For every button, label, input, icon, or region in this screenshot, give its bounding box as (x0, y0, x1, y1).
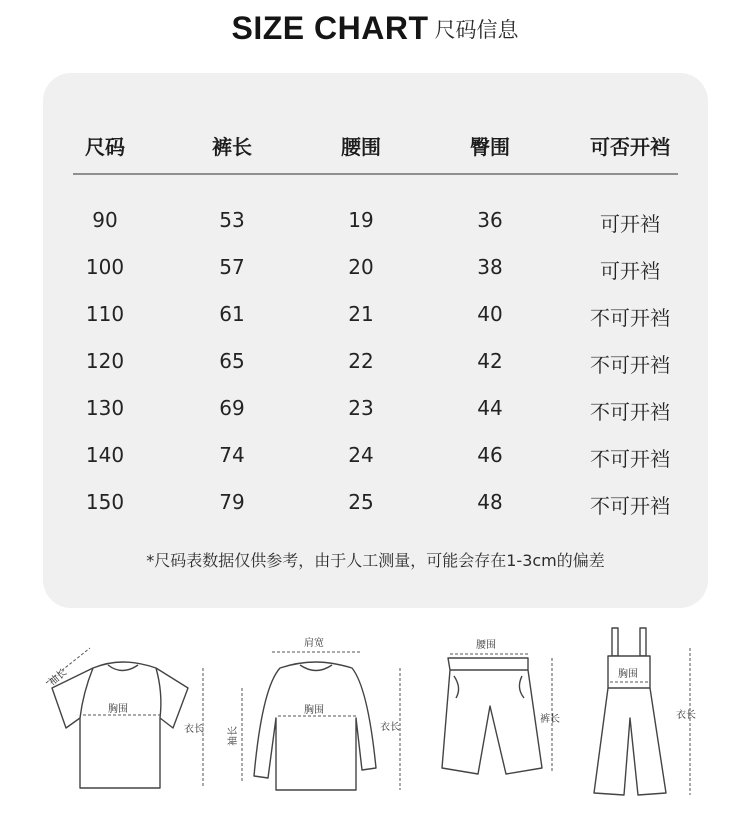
overalls-chest-label: 胸围 (618, 669, 638, 680)
shorts-diagram (432, 618, 572, 808)
measurement-note: *尺码表数据仅供参考，由于人工测量，可能会存在1-3cm的偏差 (146, 551, 605, 570)
column-header: 臀围 (470, 135, 510, 159)
measure-cell: 19 (348, 208, 374, 232)
measure-cell: 74 (219, 443, 245, 467)
tshirt-sleeve-label: 袖长 (46, 667, 70, 689)
crotch-cell: 不可开裆 (590, 353, 670, 377)
measure-cell: 69 (219, 396, 245, 420)
measure-cell: 61 (219, 302, 245, 326)
measure-cell: 20 (348, 255, 374, 279)
measure-cell: 22 (348, 349, 374, 373)
crotch-cell: 不可开裆 (590, 306, 670, 330)
measure-cell: 46 (477, 443, 503, 467)
longsleeve-shoulder-label: 肩宽 (304, 638, 324, 649)
longsleeve-chest-label: 胸围 (304, 705, 324, 716)
crotch-cell: 不可开裆 (590, 400, 670, 424)
longsleeve-sleeve-label: 袖长 (228, 726, 239, 746)
crotch-cell: 不可开裆 (590, 494, 670, 518)
measure-cell: 21 (348, 302, 374, 326)
longsleeve-diagram (228, 618, 418, 808)
measure-cell: 36 (477, 208, 503, 232)
size-table-panel (43, 73, 708, 608)
size-cell: 140 (85, 443, 125, 467)
measure-cell: 40 (477, 302, 503, 326)
shorts-waist-label: 腰围 (476, 640, 496, 651)
measure-cell: 42 (477, 349, 503, 373)
longsleeve-length-label: 衣长 (380, 722, 400, 733)
column-header: 尺码 (85, 135, 125, 159)
measure-cell: 25 (348, 490, 374, 514)
title-sub: 尺码信息 (434, 17, 519, 42)
measure-cell: 57 (219, 255, 245, 279)
crotch-cell: 可开裆 (600, 259, 660, 283)
measure-cell: 44 (477, 396, 503, 420)
size-cell: 110 (85, 302, 125, 326)
measure-cell: 38 (477, 255, 503, 279)
crotch-cell: 可开裆 (600, 212, 660, 236)
measure-cell: 53 (219, 208, 245, 232)
size-cell: 130 (85, 396, 125, 420)
crotch-cell: 不可开裆 (590, 447, 670, 471)
header-divider (73, 173, 678, 175)
tshirt-length-label: 衣长 (184, 724, 204, 735)
measure-cell: 24 (348, 443, 374, 467)
size-cell: 150 (85, 490, 125, 514)
title-main: SIZE CHART (231, 10, 429, 46)
measure-cell: 23 (348, 396, 374, 420)
overalls-diagram (582, 618, 722, 808)
column-header: 裤长 (212, 135, 252, 159)
page-title (0, 10, 750, 47)
tshirt-diagram (38, 618, 218, 808)
tshirt-chest-label: 胸围 (108, 704, 128, 715)
size-cell: 100 (85, 255, 125, 279)
measure-cell: 48 (477, 490, 503, 514)
measure-cell: 65 (219, 349, 245, 373)
column-header: 可否开裆 (590, 135, 670, 159)
measure-cell: 79 (219, 490, 245, 514)
overalls-length-label: 衣长 (676, 710, 696, 721)
size-cell: 120 (85, 349, 125, 373)
shorts-length-label: 裤长 (540, 714, 560, 725)
size-cell: 90 (92, 208, 118, 232)
column-header: 腰围 (341, 135, 381, 159)
